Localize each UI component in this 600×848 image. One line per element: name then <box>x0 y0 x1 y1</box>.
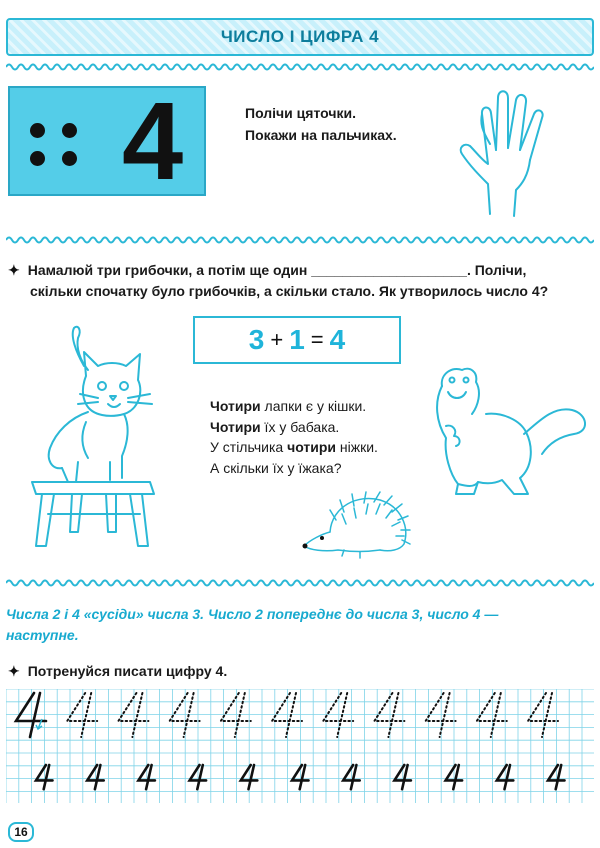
equation-box <box>193 316 401 364</box>
equation-operand-b: 1 <box>289 324 305 355</box>
task-1-line-2: скільки спочатку було грибочків, а скільки стало. Як утворилось число 4? <box>30 283 549 299</box>
hand-icon <box>452 84 562 219</box>
writing-practice-grid[interactable] <box>6 689 594 803</box>
number-card <box>8 80 206 203</box>
task-1-line-1: Намалюй три грибочки, а потім ще один ____________________. Полічи, <box>27 262 527 278</box>
dot <box>62 151 77 166</box>
intro-text <box>245 102 397 146</box>
dots-group <box>30 123 80 167</box>
poem <box>210 396 378 478</box>
task-2-text: Потренуйся писати цифру 4. <box>27 663 228 679</box>
poem-line-4: А скільки їх у їжака? <box>210 459 342 476</box>
star-bullet-icon: ✦ <box>8 663 20 679</box>
poem-line-1: Чотири лапки є у кішки. <box>210 398 367 414</box>
neighbors-note <box>6 604 594 646</box>
big-digit: 4 <box>122 80 184 203</box>
intro-line-2: Покажи на пальчиках. <box>245 127 397 143</box>
neighbors-line-2: наступне. <box>6 627 79 643</box>
poem-line-3: У стільчика чотири ніжки. <box>210 439 378 455</box>
equation-result: 4 <box>329 324 346 355</box>
wavy-divider <box>6 235 594 245</box>
equation-equals: = <box>310 327 324 352</box>
intro-line-1: Полічи цяточки. <box>245 105 356 121</box>
page-title: ЧИСЛО І ЦИФРА 4 <box>220 27 380 46</box>
wavy-divider <box>6 578 594 588</box>
neighbors-line-1: Числа 2 і 4 «сусіди» числа 3. Число 2 попереднє до числа 3, число 4 — <box>6 606 499 622</box>
marmot-illustration <box>422 362 592 504</box>
dot <box>30 151 45 166</box>
wavy-divider <box>6 62 594 72</box>
dot <box>62 123 77 138</box>
hedgehog-illustration <box>300 490 412 560</box>
poem-line-2: Чотири їх у бабака. <box>210 418 340 435</box>
task-2 <box>8 661 227 682</box>
star-bullet-icon: ✦ <box>8 262 20 278</box>
equation-plus: + <box>270 327 284 352</box>
page-number: 16 <box>8 822 34 842</box>
title-banner <box>6 18 594 56</box>
task-1 <box>8 260 548 302</box>
dot <box>30 123 45 138</box>
equation-operand-a: 3 <box>248 324 265 355</box>
cat-on-stool-illustration <box>26 322 186 550</box>
